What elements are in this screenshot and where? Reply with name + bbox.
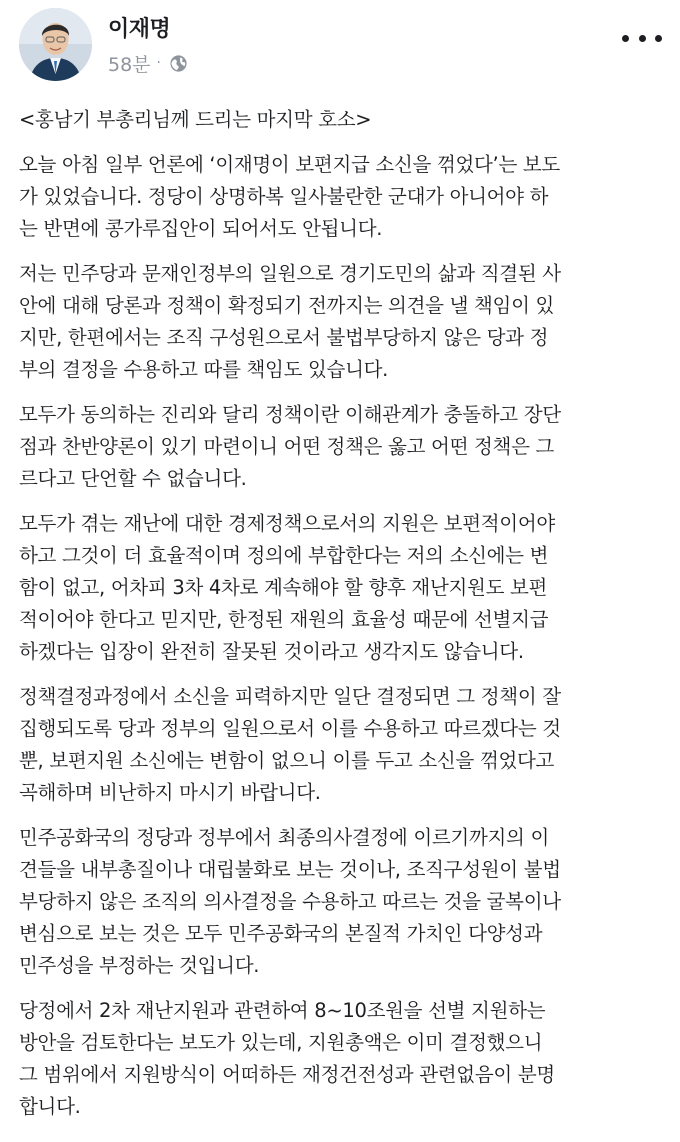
post-text-line: 오늘 아침 일부 언론에 ‘이재명이 보편지급 소신을 꺾었다’는 보도: [19, 153, 560, 176]
post-paragraph: [19, 258, 667, 386]
post-text-line: 부당하지 않은 조직의 의사결정을 수용하고 따르는 것을 굴복이나: [19, 890, 561, 913]
post-paragraph: [19, 681, 667, 809]
post-timestamp[interactable]: 58분: [108, 53, 151, 76]
post-paragraph: [19, 149, 667, 245]
post-text-line: 르다고 단언할 수 없습니다.: [19, 467, 247, 490]
post-paragraph: [19, 399, 667, 495]
post-text-line: 곡해하며 비난하지 마시기 바랍니다.: [19, 781, 321, 804]
post-text-line: 가 있었습니다. 정당이 상명하복 일사불란한 군대가 아니어야 하: [19, 185, 549, 208]
post-paragraph: [19, 508, 667, 668]
post-text-line: 부의 결정을 수용하고 따를 책임도 있습니다.: [19, 358, 389, 381]
author-avatar[interactable]: [19, 8, 92, 81]
more-options-dot: [655, 35, 662, 42]
post-header: [0, 0, 680, 96]
more-options-dot: [622, 35, 629, 42]
post-text-line: 하고 그것이 더 효율적이며 정의에 부합한다는 저의 소신에는 변: [19, 544, 549, 567]
post-text-line: 집행되도록 당과 정부의 일원으로서 이를 수용하고 따르겠다는 것: [19, 717, 561, 740]
more-options-dot: [639, 35, 646, 42]
post-text-line: 그 범위에서 지원방식이 어떠하든 재정건전성과 관련없음이 분명: [19, 1063, 555, 1086]
post-text-line: 는 반면에 콩가루집안이 되어서도 안됩니다.: [19, 217, 383, 240]
post-text-line: 적이어야 한다고 믿지만, 한정된 재원의 효율성 때문에 선별지급: [19, 608, 549, 631]
post-text-line: 변심으로 보는 것은 모두 민주공화국의 본질적 가치인 다양성과: [19, 922, 543, 945]
post-paragraph: [19, 822, 667, 982]
post-paragraph: [19, 995, 667, 1123]
post-text-line: 민주공화국의 정당과 정부에서 최종의사결정에 이르기까지의 이: [19, 826, 549, 849]
post-text-line: 합니다.: [19, 1095, 81, 1118]
post-text-line: 뿐, 보편지원 소신에는 변함이 없으니 이를 두고 소신을 꺾었다고: [19, 749, 555, 772]
post-text-line: 당정에서 2차 재난지원과 관련하여 8~10조원을 선별 지원하는: [19, 999, 546, 1022]
post-text-line: 모두가 겪는 재난에 대한 경제정책으로서의 지원은 보편적이어야: [19, 512, 555, 535]
post-text-line: 모두가 동의하는 진리와 달리 정책이란 이해관계가 충돌하고 장단: [19, 403, 561, 426]
more-options-button[interactable]: [622, 28, 662, 48]
post-text-line: 안에 대해 당론과 정책이 확정되기 전까지는 의견을 낼 책임이 있: [19, 294, 555, 317]
post-text-line: 정책결정과정에서 소신을 피력하지만 일단 결정되면 그 정책이 잘: [19, 685, 561, 708]
post-paragraphs: [19, 149, 667, 1123]
post-text-line: 함이 없고, 어차피 3차 4차로 계속해야 할 향후 재난지원도 보편: [19, 576, 548, 599]
post-text-line: 견들을 내부총질이나 대립불화로 보는 것이나, 조직구성원이 불법: [19, 858, 561, 881]
post-text-line: 점과 찬반양론이 있기 마련이니 어떤 정책은 옳고 어떤 정책은 그: [19, 435, 555, 458]
post-meta: [108, 52, 188, 74]
post-text-line: 하겠다는 입장이 완전히 잘못된 것이라고 생각지도 않습니다.: [19, 640, 524, 663]
post-body: [19, 104, 667, 1136]
post-text-line: 지만, 한편에서는 조직 구성원으로서 불법부당하지 않은 당과 정: [19, 326, 549, 349]
author-name[interactable]: 이재명: [108, 17, 171, 42]
meta-separator: ·: [156, 55, 161, 71]
post-text-line: 저는 민주당과 문재인정부의 일원으로 경기도민의 삶과 직결된 사: [19, 262, 561, 285]
post-title: <홍남기 부총리님께 드리는 마지막 호소>: [19, 108, 372, 131]
globe-icon[interactable]: [169, 54, 188, 73]
post-text-line: 방안을 검토한다는 보도가 있는데, 지원총액은 이미 결정했으니: [19, 1031, 543, 1054]
post-text-line: 민주성을 부정하는 것입니다.: [19, 954, 260, 977]
avatar-photo: [19, 8, 92, 81]
